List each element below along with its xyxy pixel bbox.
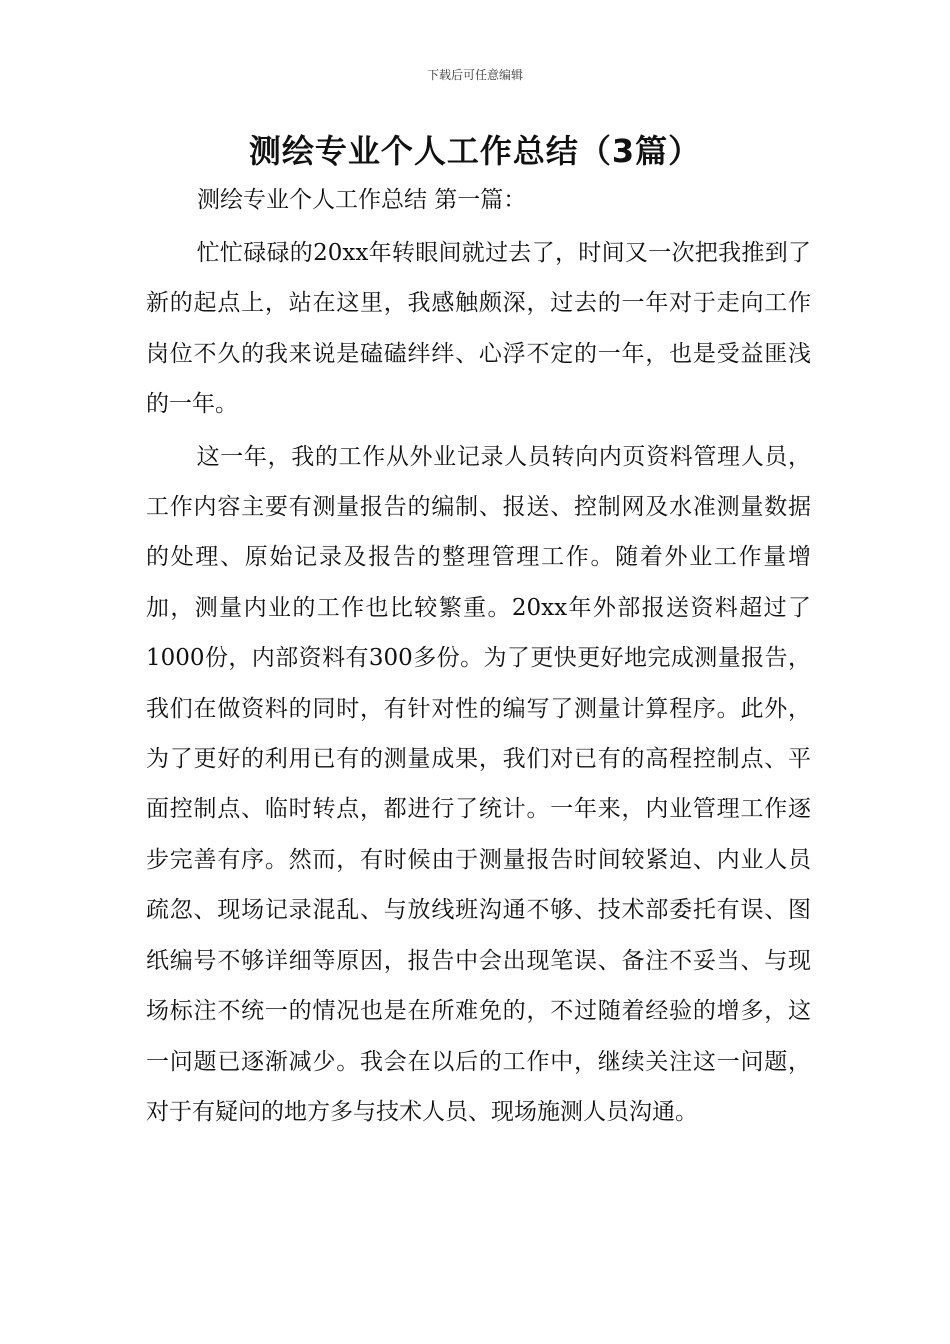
section-heading: 测绘专业个人工作总结 第一篇： (197, 187, 527, 213)
document-title: 测绘专业个人工作总结（3篇） (248, 132, 702, 170)
paragraph-2: 这一年，我的工作从外业记录人员转向内页资料管理人员，工作内容主要有测量报告的编制、报送、控制网及水准测量数据的处理、原始记录及报告的整理管理工作。随着外业工作量增加，测量内业的工作也比较繁重。20xx年外部报送资料超过了1000份，内部资料有300多份。为了更快更好地完成测量报告，我们在做资料的同时，有针对性的编写了测量计算程序。此外，为了更好的利用已有的测量成果，我们对已有的高程控制点、平面控制点、临时转点，都进行了统计。一年来，内业管理工作逐步完善有序。然而，有时候由于测量报告时间较紧迫、内业人员疏忽、现场记录混乱、与放线班沟通不够、技术部委托有误、图纸编号不够详细等原因，报告中会出现笔误、备注不妥当、与现场标注不统一的情况也是在所难免的，不过随着经验的增多，这一问题已逐渐减少。我会在以后的工作中，继续关注这一问题，对于有疑问的地方多与技术人员、现场施测人员沟通。 (146, 443, 811, 1125)
header-note: 下载后可任意编辑 (426, 68, 523, 82)
document-body (146, 228, 811, 1139)
paragraph-1: 忙忙碌碌的20xx年转眼间就过去了，时间又一次把我推到了新的起点上，站在这里，我感触颇深，过去的一年对于走向工作岗位不久的我来说是磕磕绊绊、心浮不定的一年，也是受益匪浅的一年。 (146, 240, 811, 418)
